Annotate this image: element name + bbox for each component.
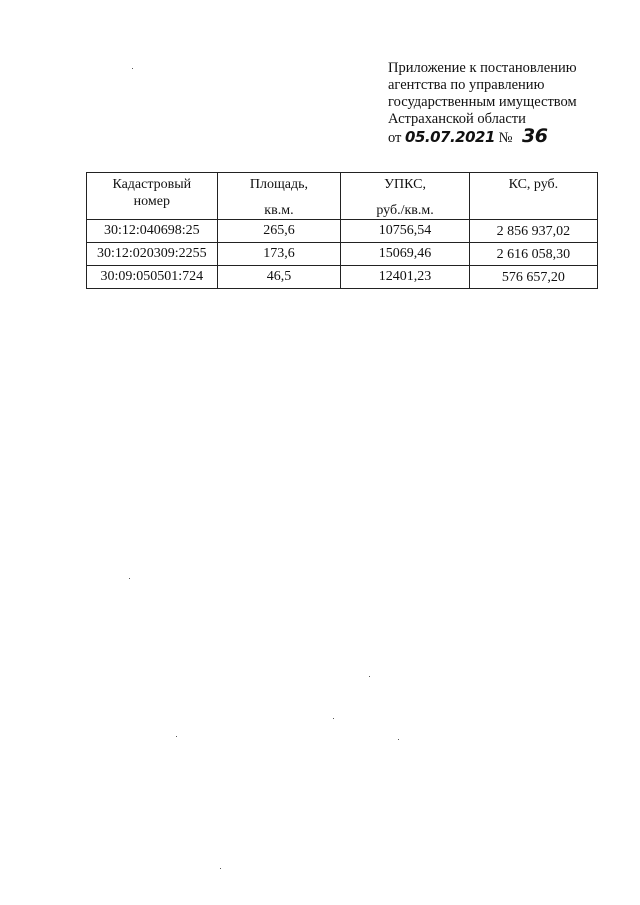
cell-cadastral-number: 30:12:040698:25 — [87, 220, 218, 243]
date-prefix: от — [388, 130, 402, 146]
column-header-area — [217, 173, 341, 220]
table-row — [87, 220, 598, 243]
table-row — [87, 243, 598, 266]
cell-upks: 10756,54 — [341, 220, 469, 243]
cell-ks: 576 657,20 — [469, 266, 597, 289]
cell-area: 46,5 — [217, 266, 341, 289]
table-row — [87, 266, 598, 289]
header-date-line — [388, 125, 628, 147]
column-header-sub: руб./кв.м. — [376, 203, 434, 218]
column-header-cadastral-number — [87, 173, 218, 220]
handwritten-number: 36 — [522, 125, 548, 147]
cell-upks: 12401,23 — [341, 266, 469, 289]
scan-speck — [129, 578, 130, 579]
table-header-row — [87, 173, 598, 220]
column-header-sub: номер — [133, 194, 170, 209]
column-header-main: Кадастровый — [112, 177, 192, 192]
column-header-upks — [341, 173, 469, 220]
cell-area: 173,6 — [217, 243, 341, 266]
column-header-ks — [469, 173, 597, 220]
cell-upks: 15069,46 — [341, 243, 469, 266]
cadastral-value-table — [86, 172, 598, 289]
header-line-1: Приложение к постановлению — [388, 60, 577, 76]
appendix-header — [388, 60, 628, 147]
header-line-4: Астраханской области — [388, 111, 526, 127]
cell-cadastral-number: 30:12:020309:2255 — [87, 243, 218, 266]
column-header-sub: кв.м. — [264, 203, 294, 218]
cell-ks: 2 616 058,30 — [469, 243, 597, 266]
scan-speck — [333, 718, 334, 719]
scan-speck — [220, 868, 221, 869]
header-line-2: агентства по управлению — [388, 77, 545, 93]
column-header-main: КС, руб. — [508, 177, 559, 192]
scan-speck — [176, 736, 177, 737]
column-header-main: УПКС, — [384, 177, 426, 192]
scan-speck — [369, 676, 370, 677]
header-line-3: государственным имуществом — [388, 94, 577, 110]
cell-area: 265,6 — [217, 220, 341, 243]
cell-cadastral-number: 30:09:050501:724 — [87, 266, 218, 289]
handwritten-date: 05.07.2021 — [405, 128, 495, 146]
scan-speck — [132, 68, 133, 69]
scan-speck — [398, 739, 399, 740]
number-sign: № — [498, 130, 513, 146]
column-header-main: Площадь, — [249, 177, 308, 192]
cell-ks: 2 856 937,02 — [469, 220, 597, 243]
